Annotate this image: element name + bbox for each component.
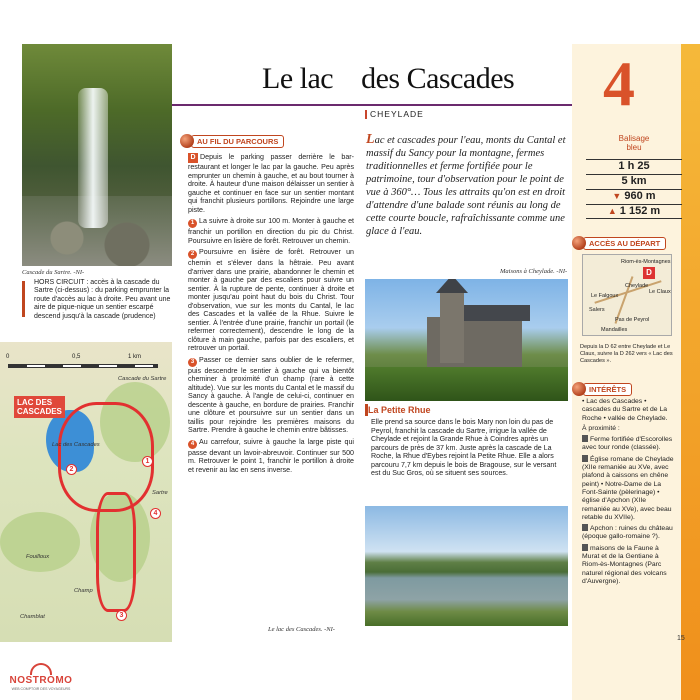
hedge-shape xyxy=(365,367,568,401)
museum-icon xyxy=(582,544,588,551)
interet-item: Ferme fortifiée d'Escorolles avec tour ronde (classée). xyxy=(582,436,673,452)
mini-map-place: Mandailles xyxy=(601,327,628,333)
castle-icon xyxy=(582,435,588,442)
map-point: 3 xyxy=(116,610,127,621)
title-rule xyxy=(172,104,574,106)
tower-shape xyxy=(440,293,464,363)
acces-text: Depuis la D 62 entre Cheylade et Le Claux, suivre la D 262 vers « Lac des Cascades ». xyxy=(580,344,673,364)
parcours-steps xyxy=(188,153,354,474)
roof-shape xyxy=(460,305,530,321)
parcours-step: 4 Au carrefour, suivre à gauche la large piste qui passe devant un lavoir-abreuvoir. Continuer sur 500 m. Retrouver le point 1, franchir le portillon à droite et revenir au lac en sens inverse. xyxy=(188,437,354,474)
interet-item: Apchon : ruines du château (époque gallo-romaine ?). xyxy=(582,525,673,541)
mini-map-place: Riom-ès-Montagnes xyxy=(621,259,671,265)
hors-circuit-text: HORS CIRCUIT : accès à la cascade du Sartre (ci-dessus) : du parking emprunter la route d'accès au lac à droite. Peu avant une aire de pique-nique un sentier escarpé descend jusqu'à la cascade (prudence) xyxy=(34,279,171,320)
ascent-arrow-icon: ▲ xyxy=(607,206,617,216)
route-number: 4 xyxy=(603,48,635,119)
distance-stat: 5 km xyxy=(586,174,682,188)
interets-title: INTÉRÊTS xyxy=(583,383,632,396)
interet-item: Église romane de Cheylade (XIIe remaniée au XVe, avec plafond à caissons en chêne peint) • Notre-Dame de La Font-Sainte (pèlerinage) • église d'Apchon (XIIe remaniée au XVe), avec beau retable du XVIIe). xyxy=(582,455,674,521)
map-lac-label: LAC DES CASCADES xyxy=(14,396,65,418)
scale-label: 1 km xyxy=(128,354,142,360)
hors-circuit-bar xyxy=(22,281,25,317)
map-place: Cascade du Sartre xyxy=(118,376,167,382)
step-marker: 1 xyxy=(188,219,197,228)
bullet-ball-icon xyxy=(180,134,194,148)
petite-rhue-text: Elle prend sa source dans le bois Mary non loin du pas de Peyrol, franchit la cascade du Sartre, irrigue la vallée de Cheylade et rejoint la Grande Rhue à Coindres après un parcours de près de 37 km. Juste après la cascade de La Roche, la Rhue d'Eybes rejoint la Petite Rhue. Elle a alors parcouru 7,7 km depuis le bois de Bragouse, sur le versant est du Suc Gros, où se situent ses sources. xyxy=(371,418,557,477)
interets-list xyxy=(582,398,674,586)
map-scale-bar xyxy=(8,364,158,368)
map-point: 1 xyxy=(142,456,153,467)
route-map xyxy=(0,342,172,642)
map-point: 4 xyxy=(150,508,161,519)
ascent-value: 1 152 m xyxy=(619,205,661,217)
map-route-extension xyxy=(96,492,136,612)
mini-map-place: Le Claux xyxy=(649,289,671,295)
acces-title: ACCÈS AU DÉPART xyxy=(583,237,666,250)
logo-arc-icon xyxy=(30,663,52,675)
page-subtitle: CHEYLADE xyxy=(370,109,424,119)
mini-map-marker: D xyxy=(643,267,655,279)
scale-label: 0,5 xyxy=(72,354,81,360)
map-place: Chamblat xyxy=(20,614,45,620)
map-place: Champ xyxy=(74,588,93,594)
parcours-heading xyxy=(180,134,284,148)
bullet-ball-icon xyxy=(572,382,586,396)
intro-dropcap: L xyxy=(366,132,375,147)
parcours-step: D Depuis le parking passer derrière le bar-restaurant et longer le lac par la gauche. Peu après emprunter un chemin à gauche, et au bout tourner à droite. À hauteur d'une maison délaisser un sentier à gauche et continuer en face sur un sentier montant qui franchit plusieurs portillons. Rejoindre une large piste. xyxy=(188,153,354,214)
waterfall-caption: Cascade du Sartre. -NI- xyxy=(22,269,85,276)
interets-heading xyxy=(572,382,632,396)
map-place: Fouilloux xyxy=(26,554,50,560)
step-marker: 2 xyxy=(188,250,197,259)
page-title: Le lac des Cascades xyxy=(262,62,515,95)
intro-text: Lac et cascades pour l'eau, monts du Cantal et massif du Sancy pour la montagne, fermes traditionnelles et ferme fortifiée pour le patrimoine, tour d'observation pour le point de vue à 360°… Tous les attraits qu'on est en droit d'attendre d'une balade sont réunis au long de cette courte boucle, rafraîchissante comme une glace à l'eau. xyxy=(366,132,566,237)
logo-sub: WEB COMPTOIR DES VOYAGEURS xyxy=(11,687,71,691)
acces-heading xyxy=(572,236,666,250)
lac-caption: Le lac des Cascades. -NI- xyxy=(268,626,335,633)
balisage-label xyxy=(586,134,682,152)
nostromo-logo xyxy=(6,663,76,695)
map-place: Lac des Cascades xyxy=(52,442,100,448)
waterfall-stream xyxy=(78,88,108,228)
church-icon xyxy=(582,455,588,462)
tower-roof-shape xyxy=(436,279,468,293)
ruins-icon xyxy=(582,524,588,531)
maisons-photo xyxy=(365,279,568,401)
balisage-line1: Balisage xyxy=(618,134,650,143)
mini-map-place: Salers xyxy=(589,307,605,313)
ascent-stat xyxy=(586,204,682,219)
duration-stat: 1 h 25 xyxy=(586,159,682,173)
descent-stat xyxy=(586,189,682,203)
lac-photo xyxy=(365,506,568,626)
a-proximite-label: À proximité : xyxy=(582,424,620,432)
mini-map-place: Cheylade xyxy=(625,283,649,289)
bullet-ball-icon xyxy=(572,236,586,250)
logo-name: NOSTROMO xyxy=(9,675,73,686)
scale-label: 0 xyxy=(6,354,10,360)
interets-intro: • Lac des Cascades • cascades du Sartre et de La Roche • vallée de Cheylade. xyxy=(582,398,668,422)
parcours-step: 2 Poursuivre en lisière de forêt. Retrouver un chemin et s'élever dans la hêtraie. Peu avant d'arriver dans une prairie, abandonner le chemin et monter à gauche par des escaliers pour suivre un sentier. À la rupture de pente, continuer à droite et monter jusqu'au point haut du bois du Christ. Tour d'observation, vue sur les monts du Cantal, le lac des Cascades et la vallée de la Rhue. Suivre le sentier. À l'entrée d'une prairie, franchir un portail (le refermer correctement), descendre le long de la clôture à main gauche, parfois par des escaliers, et retrouver un portail. xyxy=(188,248,354,352)
parcours-step: 1 La suivre à droite sur 100 m. Monter à gauche et franchir un portillon en direction du pic du Christ. Poursuivre en lisière de forêt. Retrouver un chemin. xyxy=(188,217,354,245)
start-marker: D xyxy=(188,153,198,163)
waterfall-photo xyxy=(22,44,172,266)
step-marker: 3 xyxy=(188,358,197,367)
map-forest xyxy=(0,512,80,572)
access-mini-map xyxy=(582,254,672,336)
balisage-line2: bleu xyxy=(626,143,642,152)
parcours-title: AU FIL DU PARCOURS xyxy=(191,135,284,148)
petite-rhue-title: La Petite Rhue xyxy=(368,405,431,415)
map-place: Sartre xyxy=(152,490,168,496)
maisons-caption: Maisons à Cheylade. -NI- xyxy=(500,268,568,275)
parcours-step: 3 Passer ce dernier sans oublier de le refermer, puis descendre le sentier à gauche qui va bientôt cheminer à proximité d'un champ (rare à cette altitude). Vue sur les monts du Cantal et le massif du Sancy à gauche. À l'angle de celui-ci, continuer en descente à gauche, en bordure de prairies. Franchir une clôture et poursuivre sur un sentier dans un taillis pour rejoindre les premières maisons du Sartre. Prendre à gauche le chemin entre bâtisses. xyxy=(188,355,354,434)
step-marker: 4 xyxy=(188,440,197,449)
mini-map-place: Le Falgoux xyxy=(591,293,619,299)
mini-map-place: Pas de Peyrol xyxy=(615,317,650,323)
interet-item: maisons de la Faune à Murat et de la Gentiane à Riom-ès-Montagnes (Parc naturel régional des volcans d'Auvergne). xyxy=(582,544,667,585)
sidebar-stripe xyxy=(681,44,700,700)
map-point: 2 xyxy=(66,464,77,475)
descent-arrow-icon: ▼ xyxy=(612,191,622,201)
descent-value: 960 m xyxy=(624,190,656,202)
page-number: 15 xyxy=(677,635,685,642)
